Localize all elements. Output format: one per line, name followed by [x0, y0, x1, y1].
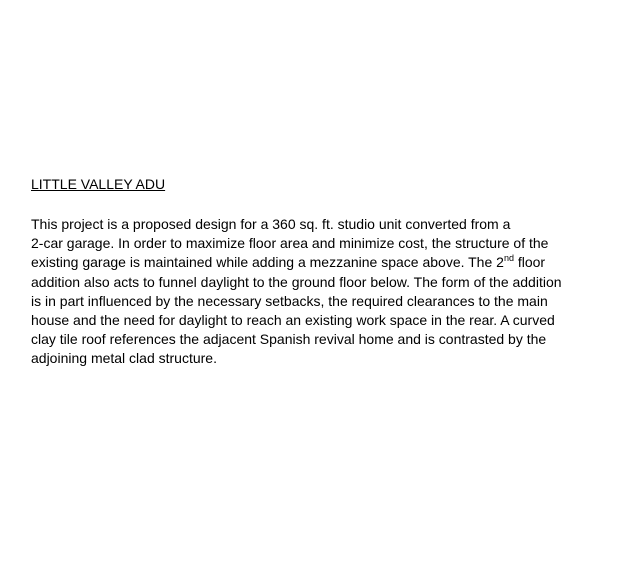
description-line-8: adjoining metal clad structure.	[31, 350, 217, 367]
description-line-3-tail: floor	[513, 254, 546, 271]
description-line-2: 2-car garage. In order to maximize floor area and minimize cost, the structure of the	[31, 235, 549, 252]
document	[31, 175, 611, 369]
ordinal-superscript: nd	[503, 252, 514, 263]
description-line-3-text: existing garage is maintained while adding a mezzanine space above. The 2	[31, 254, 504, 271]
description-line-4: addition also acts to funnel daylight to the ground floor below. The form of the addition	[31, 273, 562, 290]
document-title: LITTLE VALLEY ADU	[31, 176, 166, 192]
description-line-7: clay tile roof references the adjacent Spanish revival home and is contrasted by the	[31, 331, 547, 348]
description-line-6: house and the need for daylight to reach an existing work space in the rear. A curved	[31, 311, 555, 328]
description-line-3	[31, 253, 611, 272]
project-description	[31, 215, 611, 369]
description-line-1: This project is a proposed design for a 360 sq. ft. studio unit converted from a	[31, 216, 511, 232]
description-line-5: is in part influenced by the necessary setbacks, the required clearances to the main	[31, 292, 548, 309]
